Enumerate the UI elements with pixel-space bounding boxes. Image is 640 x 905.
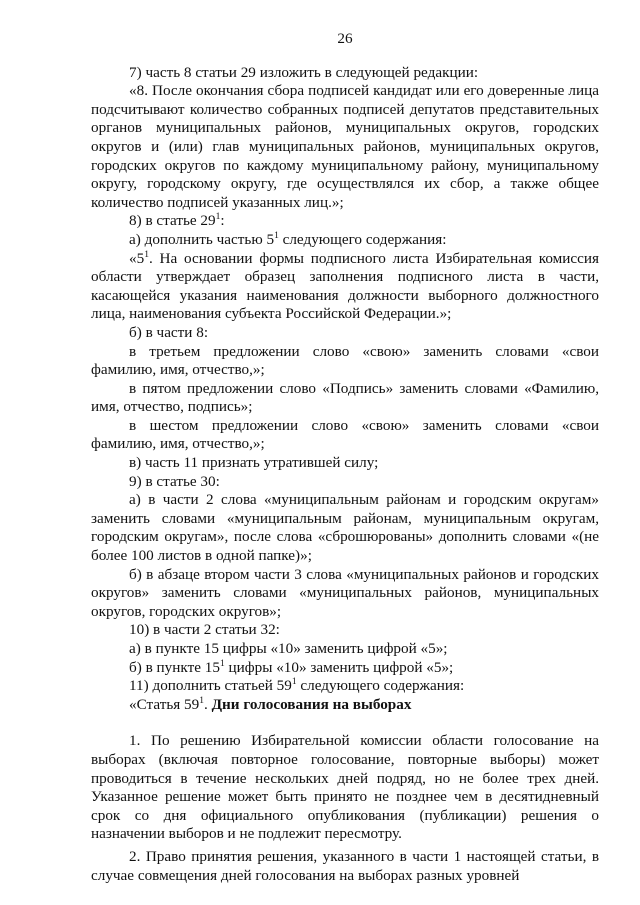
paragraph-subitem-a-part-2: а) в части 2 слова «муниципальным районам и городским округам» заменить словами «муниципальным районам, муниципальным округам, городским округам», после слова «сброшюрованы» дополнить словами «(не более 100 листов в одной папке)»;: [91, 491, 599, 565]
paragraph-fifth-sentence: в пятом предложении слово «Подпись» заменить словами «Фамилию, имя, отчество, подпись»;: [91, 379, 599, 416]
paragraph-item-9: 9) в статье 30:: [129, 472, 220, 490]
document-page: [91, 30, 599, 885]
paragraph-subitem-b-point-15-1: б) в пункте $15^1$ цифры «10» заменить цифрой «5»;: [129, 658, 454, 676]
paragraph-subitem-b-part-8: б) в части 8:: [129, 323, 209, 341]
spacer: [91, 714, 599, 732]
page-number: 26: [337, 30, 353, 47]
paragraph-subitem-b-part-3: б) в абзаце втором части 3 слова «муниципальных районов и городских округов» заменить словами «муниципальных районов, муниципальных округов, городских округов»;: [91, 565, 599, 620]
paragraph-article-part-1: 1. По решению Избирательной комиссии области голосование на выборах (включая повторное голосование, повторные выборы) может проводиться в течение нескольких дней подряд, но не более трех дней. Указанное решение может быть принято не позднее чем в десятидневный срок со дня официального опубликования (публикации) решения о назначении выборов и не подлежит пересмотру.: [91, 732, 599, 843]
paragraph-item-8: 8) в статье $29^1$:: [129, 212, 225, 230]
paragraph-subitem-a-add-part: а) дополнить частью $5^1$ следующего содержания:: [129, 230, 447, 248]
paragraph-sixth-sentence: в шестом предложении слово «свою» заменить словами «свои фамилию, имя, отчество,»;: [91, 416, 599, 453]
paragraph-quote-part-8: «8. После окончания сбора подписей кандидат или его доверенные лица подсчитывают количество собранных подписей депутатов представительных органов муниципальных районов, муниципальных округов, городских округов и (или) глав муниципальных районов, муниципальных округов, городских округов по каждому муниципальному району, муниципальному округу, городскому округу, где осуществлялся их сбор, а также общее количество подписей указанных лиц.»;: [91, 82, 599, 211]
paragraph-third-sentence: в третьем предложении слово «свою» заменить словами «свои фамилию, имя, отчество,»;: [91, 342, 599, 379]
paragraph-article-part-2: 2. Право принятия решения, указанного в части 1 настоящей статьи, в случае совмещения дней голосования на выборах разных уровней: [91, 847, 599, 884]
paragraph-item-11: 11) дополнить статьей $59^1$ следующего содержания:: [129, 677, 465, 695]
paragraph-subitem-a-point-15: а) в пункте 15 цифры «10» заменить цифрой «5»;: [129, 640, 448, 657]
paragraph-item-10: 10) в части 2 статьи 32:: [129, 621, 280, 639]
paragraph-quote-part-5-1: «$5^1$. На основании формы подписного листа Избирательная комиссия области утверждает образец заполнения подписного листа в части, касающейся указания наименования должности выборного должностного лица, наименования субъекта Российской Федерации.»;: [91, 249, 599, 323]
paragraph-subitem-v-part-11: в) часть 11 признать утратившей силу;: [129, 454, 379, 472]
paragraph-item-7: 7) часть 8 статьи 29 изложить в следующей редакции:: [129, 63, 479, 81]
article-heading: «Статья $59^1$. Дни голосования на выборах: [129, 695, 412, 713]
